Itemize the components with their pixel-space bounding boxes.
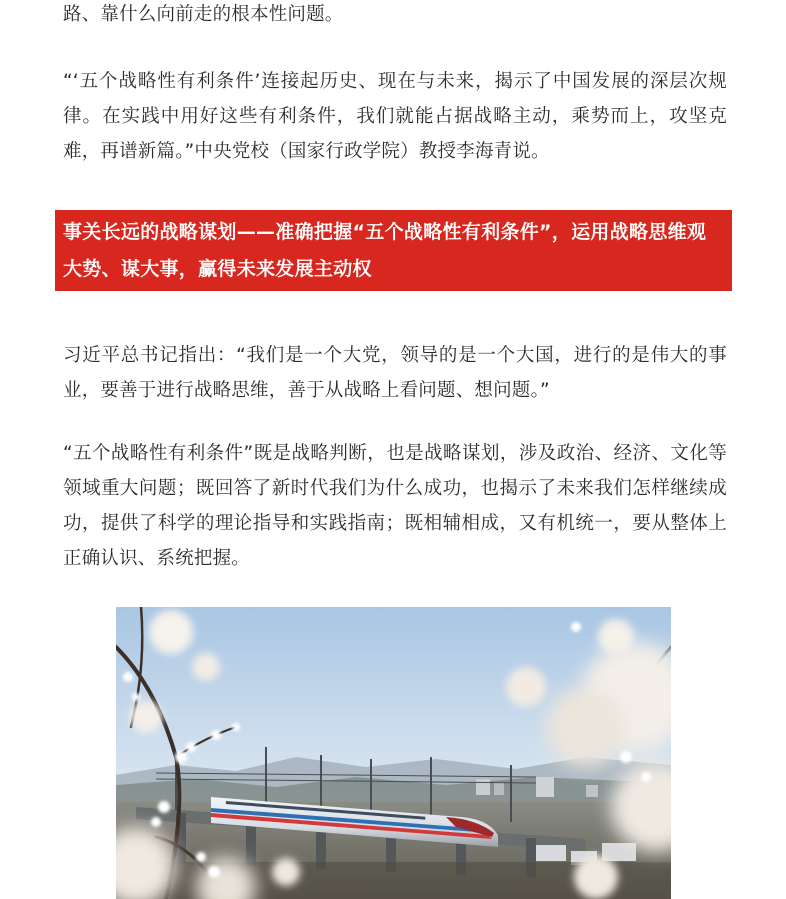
- article-paragraph-2: “‘五个战略性有利条件’连接起历史、现在与未来，揭示了中国发展的深层次规律。在实践中用好这些有利条件，我们就能占据战略主动，乘势而上，攻坚克难，再谱新篇。”中央党校（国家行政学院）教授李海青说。: [63, 71, 727, 162]
- article-paragraph-4: “五个战略性有利条件”既是战略判断，也是战略谋划，涉及政治、经济、文化等领域重大问题；既回答了新时代我们为什么成功，也揭示了未来我们怎样继续成功，提供了科学的理论指导和实践指南；既相辅相成，又有机统一，要从整体上正确认识、系统把握。: [63, 443, 727, 569]
- section-heading: 事关长远的战略谋划——准确把握“五个战略性有利条件”，运用战略思维观大势、谋大事，赢得未来发展主动权: [63, 221, 707, 280]
- article-paragraph-3: 习近平总书记指出：“我们是一个大党，领导的是一个大国，进行的是伟大的事业，要善于进行战略思维，善于从战略上看问题、想问题。”: [63, 345, 727, 401]
- section-heading-banner: [55, 210, 732, 291]
- article-photo-train-blossoms: [116, 607, 671, 899]
- article-paragraph-1: 路、靠什么向前走的根本性问题。: [63, 4, 344, 25]
